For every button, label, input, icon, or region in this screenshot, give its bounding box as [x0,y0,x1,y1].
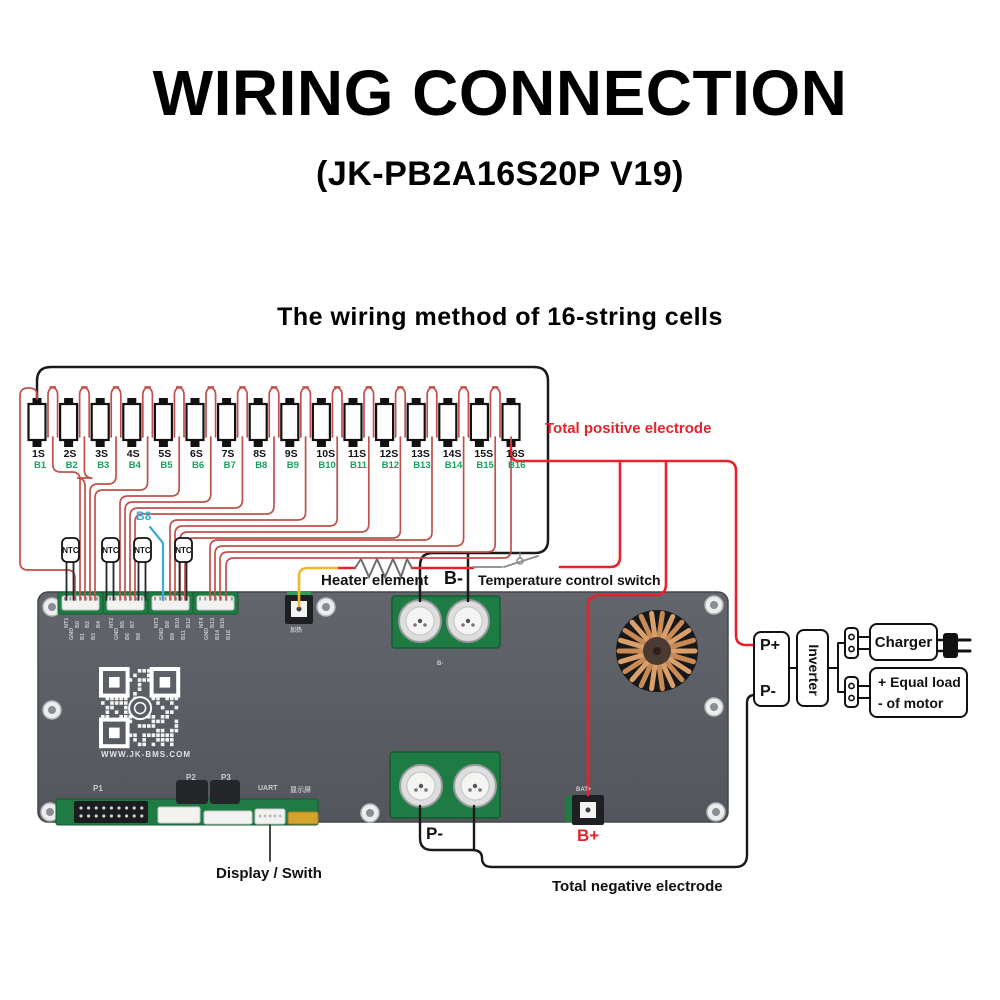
qr-module [165,738,169,742]
plug-connector [845,677,858,707]
b-minus-terminal-right-dot [471,623,475,627]
qr-module [161,733,165,737]
cell-b-label: B12 [381,460,400,471]
connector-pin-label: B8 [135,632,142,640]
battery-cell [218,404,235,440]
uart-pin [259,815,262,818]
b-minus-terminal-left-dot [418,619,422,623]
qr-module [156,720,160,724]
cell-b-label: B7 [223,460,236,471]
connector-pin-label: NT1 [64,617,70,628]
uart-pin [264,815,267,818]
qr-module [170,701,174,705]
qr-module [124,710,128,714]
p1-pin [140,814,143,817]
cell-series-wire [48,387,58,437]
qr-module [170,710,174,714]
qr-module [161,738,165,742]
qr-module [142,738,146,742]
cell-s-label: 4S [126,448,140,460]
p3-chip [210,780,240,804]
p1-pin [87,806,90,809]
cell-series-wire [111,387,121,437]
cell-s-label: 13S [411,448,430,460]
ntc-probe-label: NTC [175,546,192,555]
connector-pin-label: B1 [79,632,86,640]
b8-blue-wire [150,527,163,600]
p-minus-terminal-right-dot [478,788,482,792]
connector-pin-label: NT3 [154,617,160,628]
qr-module [119,701,123,705]
board-screw-hole [48,603,56,611]
balance-connector-pin [231,597,233,601]
equal-load-line2: - of motor [878,695,944,711]
battery-cell [250,404,267,440]
cell-s-label: 2S [63,448,77,460]
cell-series-wire [364,387,374,437]
qr-module [106,710,110,714]
qr-module [161,715,165,719]
display-connector [288,812,318,824]
cell-s-label: 12S [379,448,399,460]
p1-pin [133,814,136,817]
inductor-winding [652,613,655,637]
cell-s-label: 9S [284,448,298,460]
qr-module [170,743,174,747]
connector-pin-label: GND [69,627,76,640]
qr-module [115,710,119,714]
p1-pin [125,806,128,809]
cell-series-wire [269,387,279,437]
equal-load-box [869,667,968,718]
balance-connector-pin [114,597,116,601]
board-b-minus-small-label: B- [437,661,444,667]
p-terminal-box [753,631,790,707]
connector-pin-label: B5 [119,620,126,628]
p1-pin [102,814,105,817]
balance-connector-pin [109,597,111,601]
p1-connector [74,801,148,823]
inductor-winding [659,665,662,689]
qr-module [175,706,179,710]
connector-pin-label: B15 [220,617,227,628]
b-minus-terminal-left-dot [423,623,427,627]
balance-connector-pin [154,597,156,601]
p1-pin [79,806,82,809]
p-minus-terminal-left-dot [419,784,423,788]
qr-module [170,733,174,737]
section-title: The wiring method of 16-string cells [277,303,723,331]
b-plus-hole [586,808,591,813]
connector-pin-label: B12 [185,617,192,628]
cell-b-label: B11 [350,460,367,471]
p-minus-terminal-right-dot [473,784,477,788]
b-minus-terminal-right-dot [461,623,465,627]
connector-pin-label: NT4 [199,617,205,628]
balance-connector-pin [204,597,206,601]
model-subtitle: (JK-PB2A16S20P V19) [316,155,684,193]
page-title: WIRING CONNECTION [152,57,848,129]
cell-b-label: B2 [65,460,78,471]
charger-plug-link [938,640,943,651]
connector-pin-label: B7 [130,620,137,628]
cell-s-label: 7S [221,448,235,460]
battery-cell [345,404,362,440]
connector-pin-label: B4 [95,620,102,628]
battery-cell [281,404,298,440]
aux-connector-1 [158,807,200,823]
qr-module [142,724,146,728]
cell-series-wire [396,387,406,437]
connector-pin-label: NT2 [109,617,115,628]
connector-pin-label: B11 [180,630,187,640]
b-plus-pcb-sliver [565,796,573,822]
connector-pin-label: GND [114,627,121,640]
qr-module [133,674,137,678]
charger-text: Charger [874,634,933,651]
qr-module [133,692,137,696]
qr-module [156,701,160,705]
p-minus-terminal-right-dot [468,788,472,792]
qr-module [156,738,160,742]
qr-module [170,729,174,733]
cell-s-label: 8S [253,448,267,460]
p-minus-terminal-left-dot [424,788,428,792]
board-uart-label: UART [258,785,278,792]
battery-cell [187,404,204,440]
cell-s-label: 15S [474,448,494,460]
qr-module [152,743,156,747]
inverter-box [796,629,829,707]
qr-module [175,720,179,724]
charger-box [869,623,938,661]
qr-module [138,683,142,687]
qr-module [138,687,142,691]
board-p2-label: P2 [186,773,196,782]
battery-cell [471,404,488,440]
battery-cell [376,404,393,440]
qr-module [156,729,160,733]
qr-module [161,706,165,710]
qr-module [142,678,146,682]
board-heater-port-label: 加热 [290,628,303,634]
cell-b-label: B15 [476,460,494,471]
uart-pin [274,815,277,818]
battery-cell [313,404,330,440]
connector-pin-label: B0 [74,620,81,628]
cell-s-label: 16S [506,448,525,460]
ntc-probe-label: NTC [62,546,79,555]
p2-chip [176,780,208,804]
cell-s-label: 14S [442,448,462,460]
total-negative-label: Total negative electrode [552,878,723,895]
battery-cell [408,404,425,440]
p1-pin [117,814,120,817]
p1-pin [110,806,113,809]
cell-series-wire [301,387,311,437]
qr-module [138,678,142,682]
connector-pin-label: B6 [124,632,131,640]
battery-cell [503,404,520,440]
cell-s-label: 6S [190,448,203,460]
inductor-winding [652,665,655,689]
cell-b-label: B9 [286,460,299,471]
board-screw-hole [48,706,56,714]
qr-module [124,706,128,710]
b-minus-label: B- [444,568,463,588]
qr-module [175,724,179,728]
qr-module [110,706,114,710]
cell-series-wire [80,387,90,437]
cell-s-label: 3S [95,448,109,460]
board-screw-hole [710,703,718,711]
plug-links [858,637,869,698]
board-website-text: WWW.JK-BMS.COM [101,750,191,759]
board-display-cn-label: 显示屏 [290,787,311,794]
balance-wire [135,437,274,600]
connector-pin-label: B9 [169,632,176,640]
qr-module [152,720,156,724]
battery-cell [92,404,109,440]
p1-pin [87,814,90,817]
qr-module [152,724,156,728]
cell-b-label: B13 [413,460,431,471]
p1-pin [140,806,143,809]
balance-connector-pin [141,597,143,601]
charger-plug-prongs [958,640,970,651]
p1-pin [95,806,98,809]
qr-module [138,669,142,673]
cell-b-label: B8 [255,460,268,471]
qr-module [161,743,165,747]
qr-module [147,724,151,728]
connector-pin-label: B3 [90,632,97,640]
cell-s-label: 10S [316,448,336,460]
board-screw-hole [712,808,720,816]
qr-module [161,720,165,724]
qr-module [124,701,128,705]
inverter-text: Inverter [806,644,822,696]
cell-s-label: 5S [158,448,172,460]
board-p1-label: P1 [93,784,103,793]
balance-connector-pin [159,597,161,601]
qr-logo [129,697,151,719]
qr-module [142,743,146,747]
cell-b-label: B14 [444,460,463,471]
qr-module [133,738,137,742]
balance-connector-pin [96,597,98,601]
qr-module [142,733,146,737]
qr-module [101,701,105,705]
board-p3-label: P3 [221,773,231,782]
temp-switch-label: Temperature control switch [478,572,661,588]
board-screw-hole [46,808,54,816]
ntc-probe-label: NTC [102,546,119,555]
balance-connector-pin [69,597,71,601]
qr-finder-center [109,677,120,688]
b-minus-terminal-left-dot [413,623,417,627]
connector-pin-label: B8 [164,620,171,628]
cell-series-wire [206,387,216,437]
cell-b-label: B6 [192,460,205,471]
cell-b-label: B4 [128,460,141,471]
heater-element-label: Heater element [321,572,429,589]
p-minus-wire-label: P- [426,824,443,843]
cell-series-wire [490,387,500,437]
display-switch-label: Display / Swith [216,865,322,882]
cell-b-label: B1 [34,460,47,471]
plug-connector [845,628,858,658]
b-plus-label: B+ [577,826,600,845]
qr-module [138,724,142,728]
qr-module [170,738,174,742]
battery-cell [155,404,172,440]
qr-module [152,733,156,737]
qr-module [161,729,165,733]
balance-connector-pin [199,597,201,601]
connector-pin-label: B10 [175,617,182,628]
cell-series-wire [143,387,153,437]
qr-module [147,733,151,737]
connector-pin-label: GND [204,627,211,640]
board-screw-hole [710,601,718,609]
b8-callout-label: B8 [136,509,152,523]
board-bat-plus-label: BAT+ [576,787,592,793]
aux-connector-2 [204,811,252,824]
p-plus-text: P+ [760,637,781,654]
cell-series-wire [174,387,184,437]
p-minus-terminal-left-dot [414,788,418,792]
cell-series-wire [238,387,248,437]
cell-s-label: 11S [348,448,367,460]
qr-module [142,669,146,673]
qr-module [156,733,160,737]
qr-module [110,701,114,705]
qr-module [152,715,156,719]
uart-pin [269,815,272,818]
qr-module [165,733,169,737]
total-positive-label: Total positive electrode [545,420,712,437]
qr-module [106,706,110,710]
battery-cell [60,404,77,440]
ntc-probe-label: NTC [134,546,151,555]
p1-pin [133,806,136,809]
p1-pin [95,814,98,817]
qr-module [115,701,119,705]
qr-module [175,729,179,733]
board-screw-hole [366,809,374,817]
cell-b-label: B3 [97,460,110,471]
connector-pin-label: B13 [209,617,216,628]
p1-pin [125,814,128,817]
qr-module [165,715,169,719]
cell-series-wire [332,387,342,437]
cell-b-label: B16 [508,460,526,471]
qr-module [133,733,137,737]
switch-riser-wire [560,461,620,567]
cell-series-wire [427,387,437,437]
qr-finder-center [109,728,120,739]
p-minus-text: P- [760,683,776,700]
qr-finder-center [160,677,171,688]
uart-pin [279,815,282,818]
qr-module [138,743,142,747]
qr-module [165,710,169,714]
connector-pin-label: B14 [214,629,221,640]
balance-wire [170,437,306,600]
cell-s-label: 1S [32,448,45,460]
cell-series-wire [459,387,469,437]
battery-cell [123,404,140,440]
cell-b-label: B10 [318,460,336,471]
connector-pin-label: B16 [225,629,232,640]
connector-pin-label: GND [159,627,166,640]
inductor-winding [659,613,662,637]
battery-cell [439,404,456,440]
p1-pin [117,806,120,809]
b-minus-terminal-right-dot [466,619,470,623]
cell-b-label: B5 [160,460,173,471]
inductor-hole [653,647,661,655]
battery-cell [29,404,46,440]
balance-connector-pin [165,597,167,601]
connector-pin-label: B2 [85,620,92,628]
p1-pin [79,814,82,817]
p1-pin [102,806,105,809]
equal-load-line1: + Equal load [878,674,961,690]
board-screw-hole [322,603,330,611]
charger-plug-icon [943,633,958,658]
p1-pin [110,814,113,817]
